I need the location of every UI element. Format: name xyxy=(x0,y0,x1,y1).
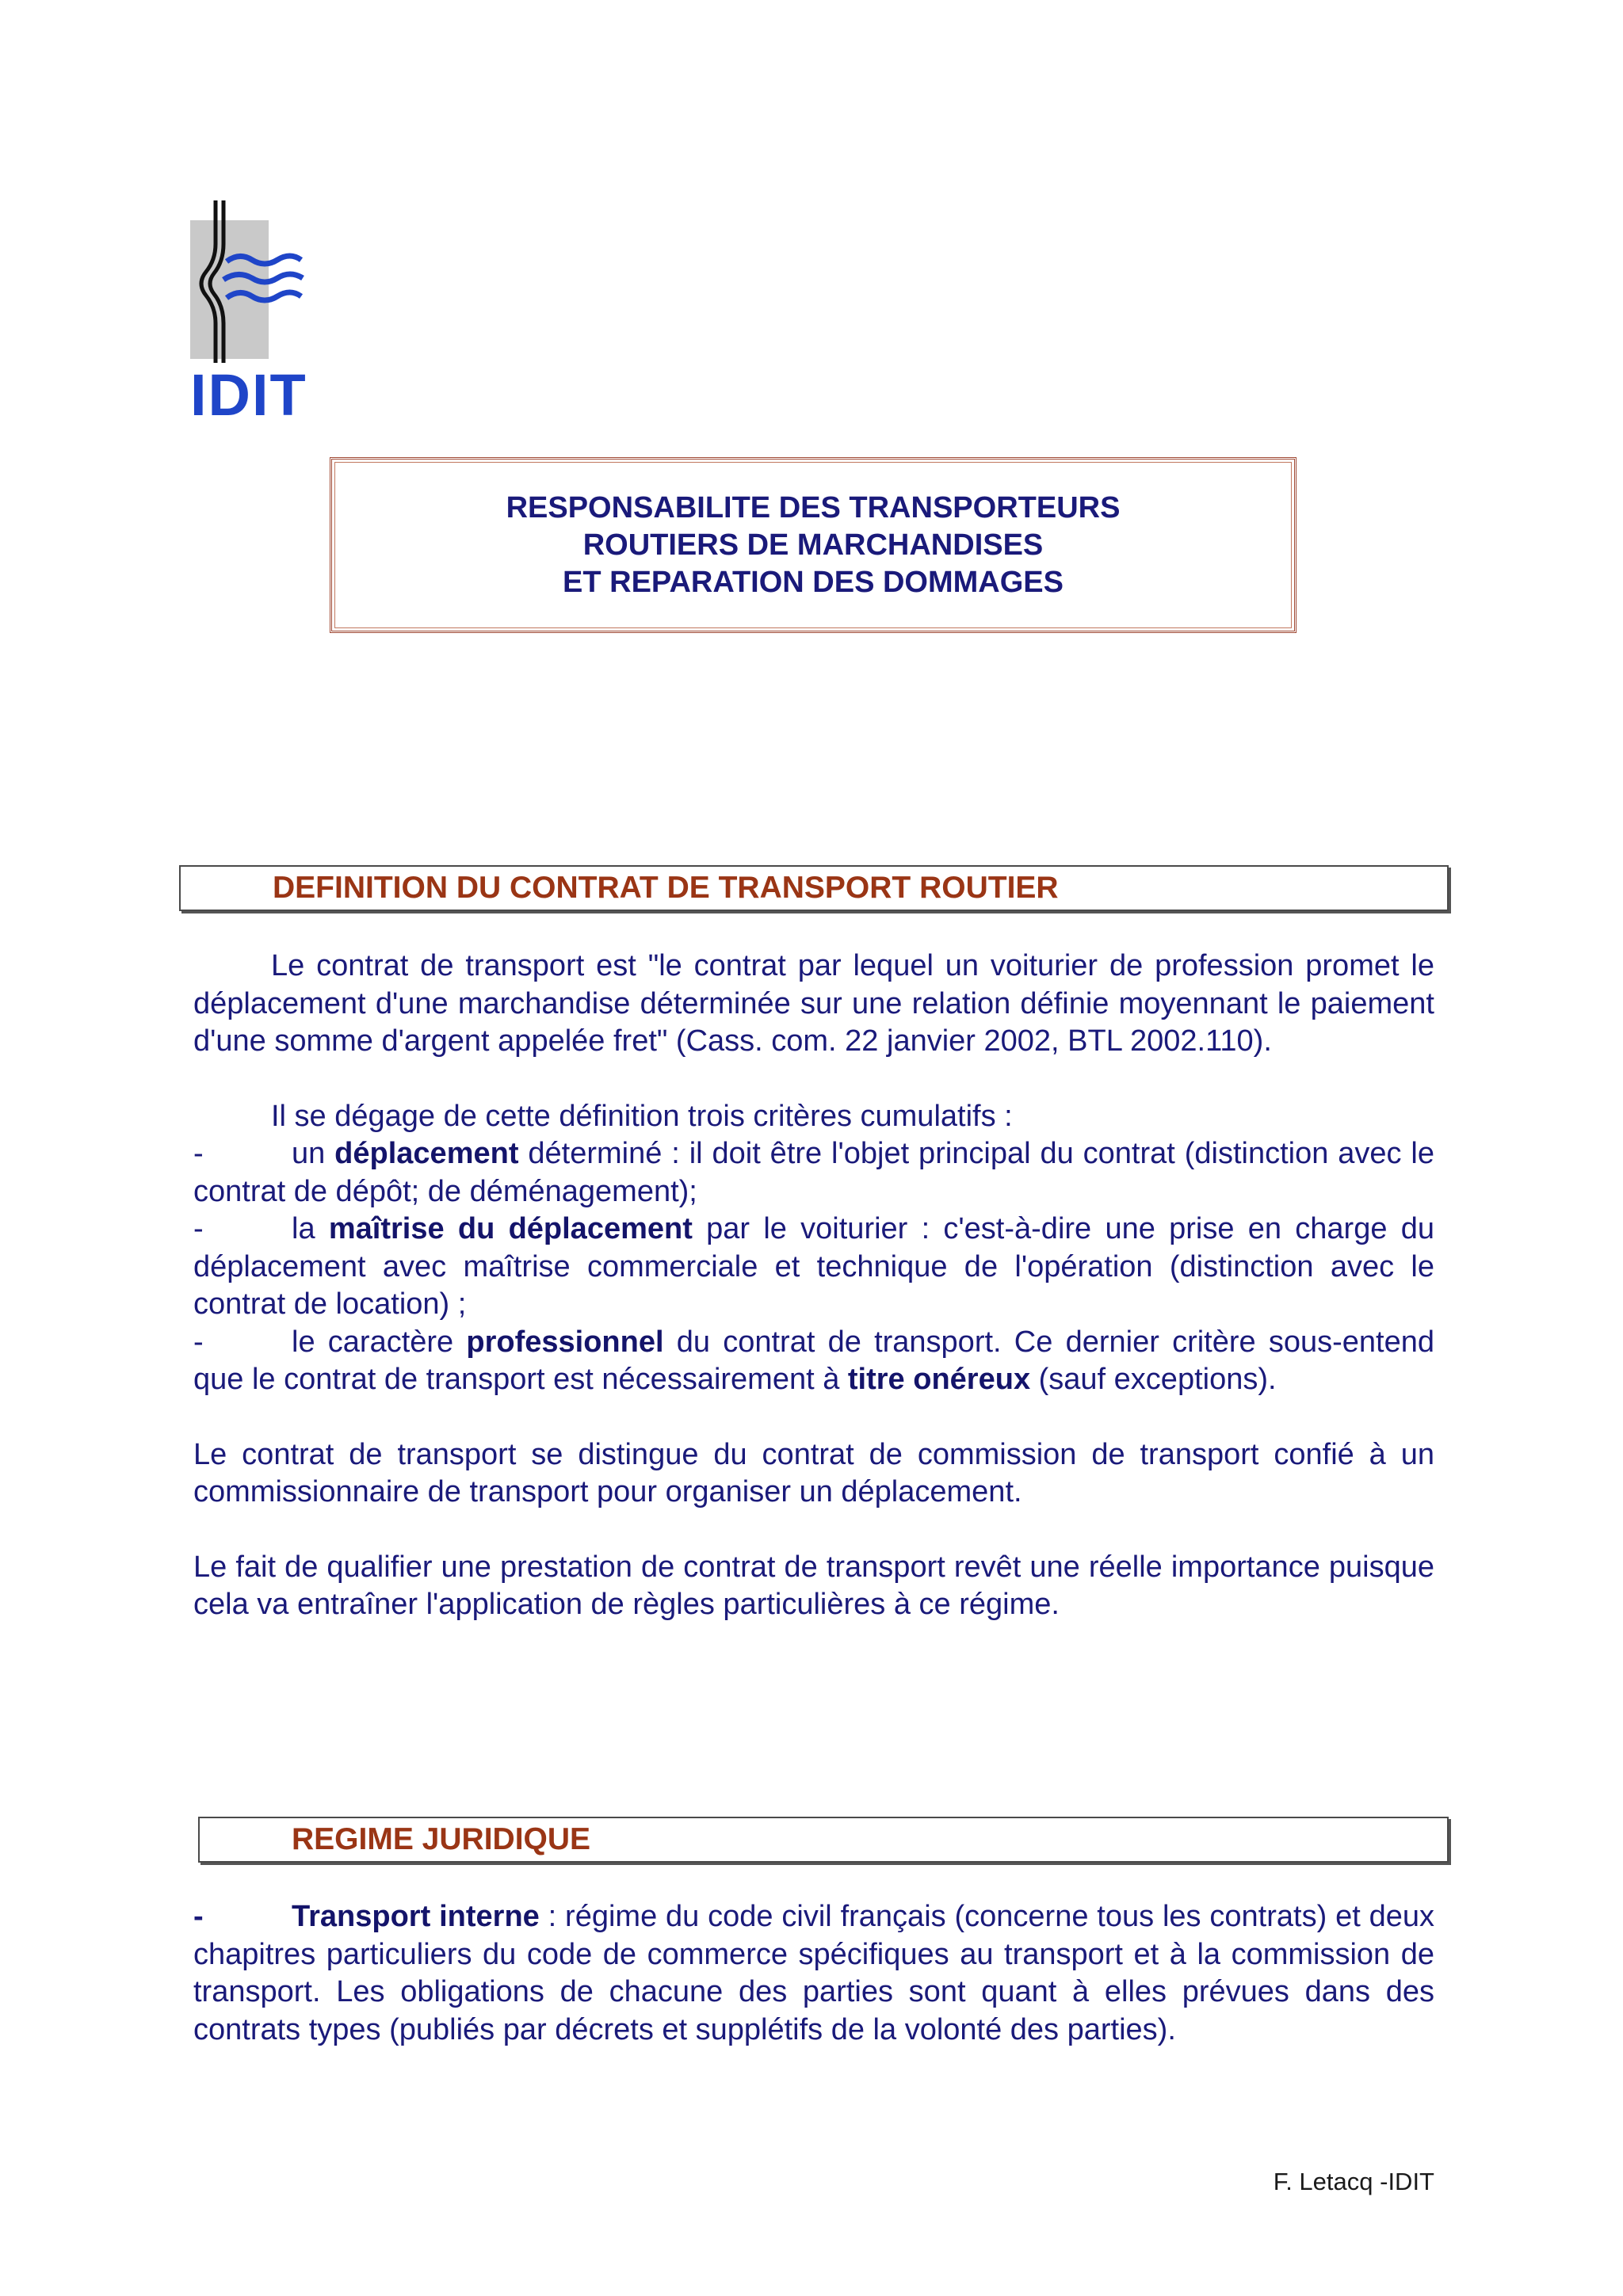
document-title-box xyxy=(330,457,1296,633)
title-line-1: RESPONSABILITE DES TRANSPORTEURS xyxy=(506,490,1121,524)
criterion-text: du contrat de transport. Ce dernier critère sous-entend que le contrat de transport est nécessairement à xyxy=(193,1325,1434,1396)
criterion-text: déterminé : il doit être l'objet principal du contrat (distinction avec le contrat de dépôt; de déménagement); xyxy=(193,1137,1434,1208)
bullet-dash: - xyxy=(193,1212,204,1245)
criterion-text: (sauf exceptions). xyxy=(1030,1363,1277,1396)
logo-waves-icon xyxy=(190,196,309,363)
section-definition-body xyxy=(193,948,1434,1624)
title-inner xyxy=(334,462,1292,628)
title-line-3: ET REPARATION DES DOMMAGES xyxy=(563,565,1064,599)
paragraph-commission: Le contrat de transport se distingue du contrat de commission de transport confié à un commissionnaire de transport pour organiser un déplacement. xyxy=(193,1437,1434,1508)
paragraph-criteria-intro: Il se dégage de cette définition trois critères cumulatifs : xyxy=(271,1099,1013,1133)
criterion-keyword: déplacement xyxy=(334,1137,519,1170)
page-footer-author: F. Letacq -IDIT xyxy=(1273,2168,1434,2195)
criterion-text: par le voiturier : c'est-à-dire une prise en charge du déplacement avec maîtrise commerciale et technique de l'opération (distinction avec le contrat de location) ; xyxy=(193,1212,1435,1321)
idit-logo xyxy=(190,196,309,428)
criterion-keyword: professionnel xyxy=(466,1325,664,1359)
bullet-dash: - xyxy=(193,1900,204,1933)
criterion-keyword: maîtrise du déplacement xyxy=(328,1212,693,1245)
regime-text: : régime du code civil français (concerne tous les contrats) et deux chapitres particuliers du code de commerce spécifiques au transport et à la commission de transport. Les obligations de chacune des parties sont quant à elles prévues dans des contrats types (publiés par décrets et supplétifs de la volonté des parties). xyxy=(193,1900,1435,2046)
section-regime-body xyxy=(193,1898,1434,2049)
section-heading-regime xyxy=(198,1817,1449,1863)
criterion-text: un xyxy=(292,1137,335,1170)
criterion-item-3 xyxy=(193,1324,1434,1399)
title-line-2: ROUTIERS DE MARCHANDISES xyxy=(582,528,1044,562)
section-title: REGIME JURIDIQUE xyxy=(292,1822,591,1856)
regime-keyword: Transport interne xyxy=(292,1900,540,1933)
regime-item-transport-interne xyxy=(193,1898,1434,2049)
logo-text: IDIT xyxy=(190,362,307,428)
criterion-text: le caractère xyxy=(292,1325,467,1359)
bullet-dash: - xyxy=(193,1325,204,1359)
paragraph-definition: Le contrat de transport est "le contrat par lequel un voiturier de profession promet le déplacement d'une marchandise déterminée sur une relation définie moyennant le paiement d'une somme d'argent appelée fret" (Cass. com. 22 janvier 2002, BTL 2002.110). xyxy=(193,949,1434,1058)
section-heading-definition xyxy=(179,865,1449,911)
bullet-dash: - xyxy=(193,1137,204,1170)
criterion-item-2 xyxy=(193,1211,1434,1324)
section-title: DEFINITION DU CONTRAT DE TRANSPORT ROUTIER xyxy=(273,871,1059,905)
criterion-keyword: titre onéreux xyxy=(847,1363,1031,1396)
paragraph-importance: Le fait de qualifier une prestation de contrat de transport revêt une réelle importance puisque cela va entraîner l'application de règles particulières à ce régime. xyxy=(193,1550,1434,1621)
criterion-text: la xyxy=(292,1212,329,1245)
criterion-item-1 xyxy=(193,1135,1434,1211)
